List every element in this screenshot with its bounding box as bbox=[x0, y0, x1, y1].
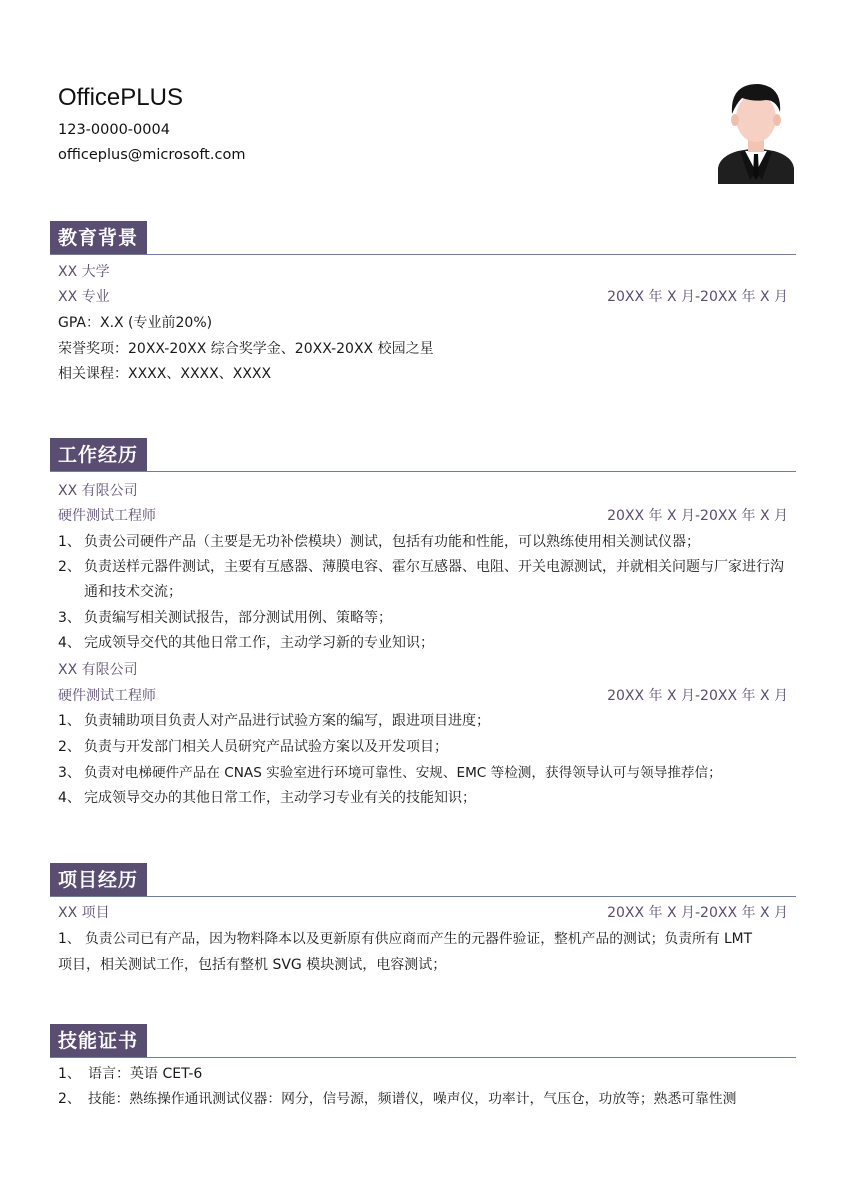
job-date: 20XX 年 X 月-20XX 年 X 月 bbox=[607, 508, 788, 524]
item-number: 2、 bbox=[58, 559, 81, 575]
list-item bbox=[58, 786, 793, 811]
gpa-line: GPA：X.X (专业前20%) bbox=[58, 315, 213, 331]
major-name: XX 专业 bbox=[58, 289, 110, 305]
list-item bbox=[58, 555, 793, 604]
item-number: 1、 bbox=[58, 713, 81, 729]
avatar bbox=[716, 80, 796, 184]
item-text: 负责编写相关测试报告，部分测试用例、策略等； bbox=[84, 610, 392, 626]
courses-line: 相关课程：XXXX、XXXX、XXXX bbox=[58, 366, 272, 382]
school-name: XX 大学 bbox=[58, 264, 110, 280]
section-work bbox=[50, 438, 796, 472]
item-text: 完成领导交代的其他日常工作，主动学习新的专业知识； bbox=[84, 635, 434, 651]
project-description-line-1: 1、 负责公司已有产品，因为物料降本以及更新原有供应商而产生的元器件验证，整机产品的测试；负责所有 LMT bbox=[58, 931, 753, 947]
job-role: 硬件测试工程师 bbox=[58, 688, 156, 704]
list-item bbox=[58, 631, 793, 656]
item-number: 3、 bbox=[58, 765, 81, 781]
item-number: 4、 bbox=[58, 790, 81, 806]
item-number: 2、 bbox=[58, 739, 81, 755]
list-item bbox=[58, 735, 793, 760]
list-item bbox=[58, 1062, 793, 1087]
section-title-skills: 技能证书 bbox=[50, 1024, 147, 1058]
list-item bbox=[58, 761, 793, 786]
list-item bbox=[58, 606, 793, 631]
section-divider bbox=[50, 471, 796, 472]
job-date: 20XX 年 X 月-20XX 年 X 月 bbox=[607, 688, 788, 704]
company-name: XX 有限公司 bbox=[58, 483, 138, 499]
section-title-work: 工作经历 bbox=[50, 438, 147, 472]
phone-number: 123-0000-0004 bbox=[58, 122, 170, 138]
section-divider bbox=[50, 896, 796, 897]
project-name: XX 项目 bbox=[58, 905, 110, 921]
item-number: 1、 bbox=[58, 534, 81, 550]
list-item bbox=[58, 530, 793, 555]
project-date: 20XX 年 X 月-20XX 年 X 月 bbox=[607, 905, 788, 921]
item-text: 负责与开发部门相关人员研究产品试验方案以及开发项目； bbox=[84, 739, 448, 755]
email-address: officeplus@microsoft.com bbox=[58, 147, 246, 163]
list-item bbox=[58, 709, 793, 734]
section-skills bbox=[50, 1024, 796, 1058]
item-text: 完成领导交办的其他日常工作，主动学习专业有关的技能知识； bbox=[84, 790, 476, 806]
section-education bbox=[50, 221, 796, 255]
honors-line: 荣誉奖项：20XX-20XX 综合奖学金、20XX-20XX 校园之星 bbox=[58, 341, 434, 357]
section-divider bbox=[50, 254, 796, 255]
item-number: 1、 bbox=[58, 1066, 81, 1082]
item-number: 2、 bbox=[58, 1091, 81, 1107]
job-role: 硬件测试工程师 bbox=[58, 508, 156, 524]
candidate-name: OfficePLUS bbox=[58, 84, 183, 111]
item-number: 4、 bbox=[58, 635, 81, 651]
project-description-line-2: 项目，相关测试工作，包括有整机 SVG 模块测试，电容测试； bbox=[58, 957, 447, 973]
item-text: 语言：英语 CET-6 bbox=[88, 1066, 203, 1082]
section-project bbox=[50, 863, 796, 897]
item-text: 负责公司硬件产品（主要是无功补偿模块）测试，包括有功能和性能，可以熟练使用相关测试仪器； bbox=[84, 534, 700, 550]
person-avatar-icon bbox=[716, 80, 796, 184]
item-text: 技能：熟练操作通讯测试仪器：网分，信号源，频谱仪，噪声仪，功率计，气压仓，功放等；熟悉可靠性测 bbox=[88, 1091, 737, 1107]
item-text: 负责对电梯硬件产品在 CNAS 实验室进行环境可靠性、安规、EMC 等检测，获得领导认可与领导推荐信； bbox=[84, 765, 722, 781]
section-divider bbox=[50, 1057, 796, 1058]
item-number: 3、 bbox=[58, 610, 81, 626]
company-name: XX 有限公司 bbox=[58, 662, 138, 678]
item-text: 负责辅助项目负责人对产品进行试验方案的编写，跟进项目进度； bbox=[84, 713, 490, 729]
section-title-project: 项目经历 bbox=[50, 863, 147, 897]
education-date: 20XX 年 X 月-20XX 年 X 月 bbox=[607, 289, 788, 305]
list-item bbox=[58, 1087, 793, 1112]
item-text: 负责送样元器件测试，主要有互感器、薄膜电容、霍尔互感器、电阻、开关电源测试，并就相关问题与厂家进行沟通和技术交流； bbox=[84, 559, 784, 600]
section-title-education: 教育背景 bbox=[50, 221, 147, 255]
